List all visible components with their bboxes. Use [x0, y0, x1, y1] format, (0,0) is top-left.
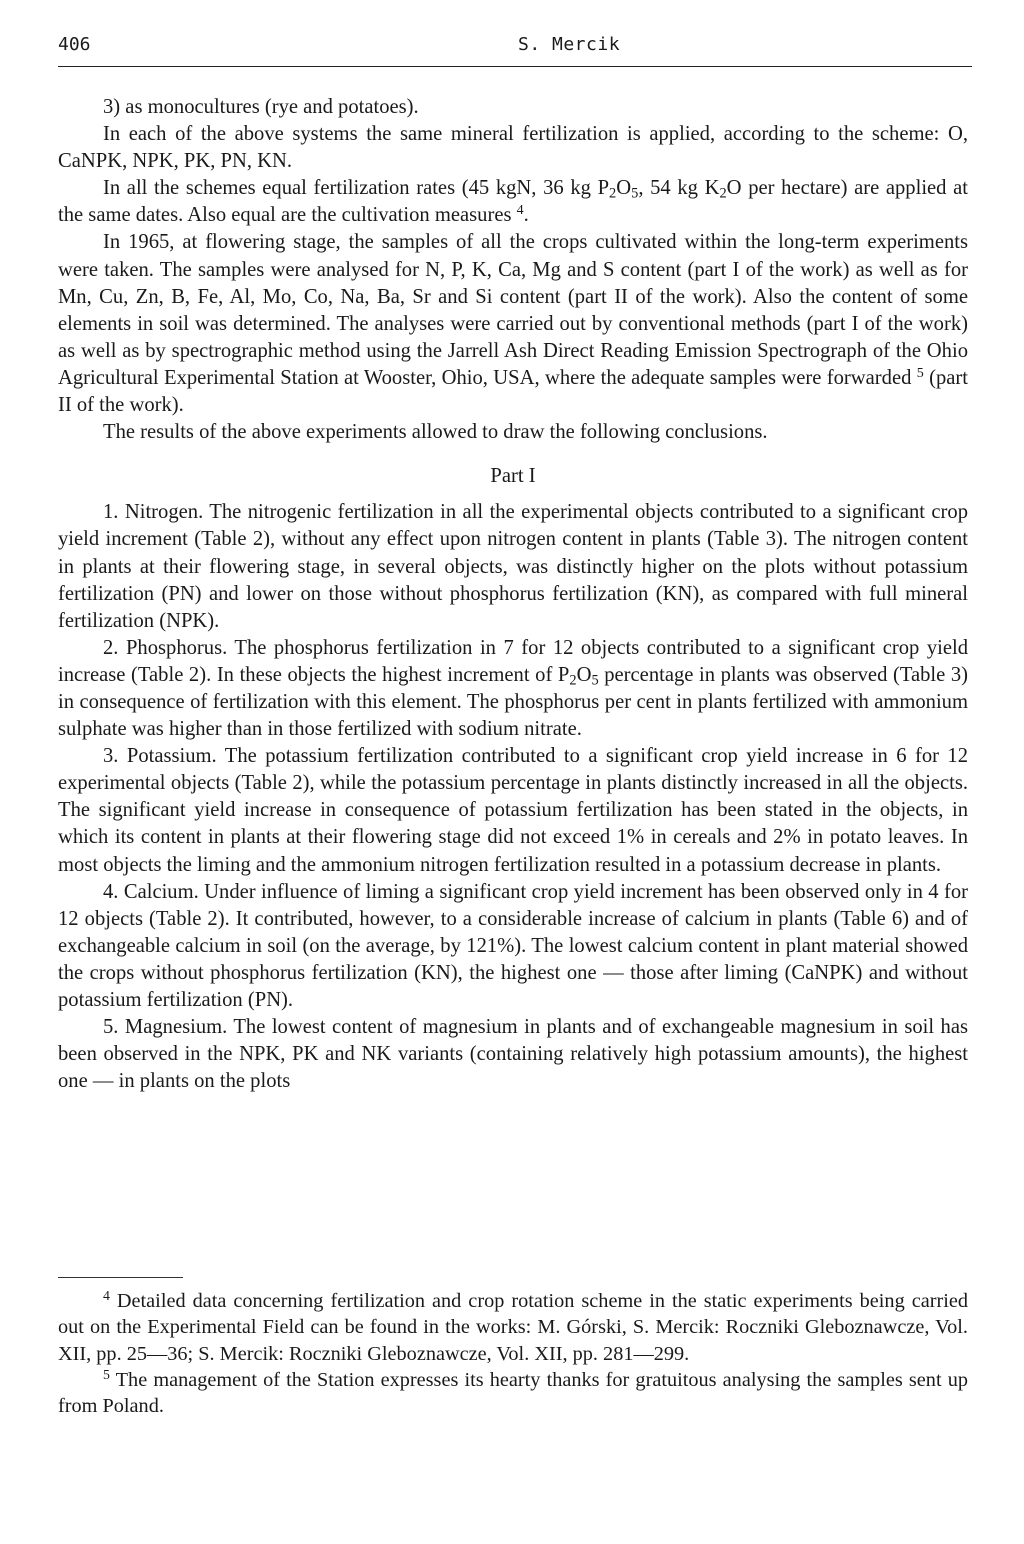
paragraph: In all the schemes equal fertilization rates (45 kgN, 36 kg $P_2O_5$, 54 kg $K_2O$ per hectare) are applied at the same dates. Also equal are the cultivation measures $^4$. — [58, 177, 968, 227]
footnote: $^4$ Detailed data concerning fertilization and crop rotation scheme in the static experiments being carried out on the Experimental Field can be found in the works: M. Górski, S. Mercik: Roczniki Gleboznawcze, Vol. XII, pp. 25—36; S. Mercik: Roczniki Gleboznawcze, Vol. XII, pp. 281—299. — [58, 1288, 968, 1365]
footnote-mark: 5 — [103, 1367, 110, 1382]
page-header — [58, 30, 972, 67]
paragraph: 2. Phosphorus. The phosphorus fertilization in 7 for 12 objects contributed to a significant crop yield increase (Table 2). In these objects the highest increment of $P_2O_5$ percentage in plants was observed (Table 3) in consequence of fertilization with this element. The phosphorus per cent in plants fertilized with ammonium sulphate was higher than in those fertilized with sodium nitrate. — [58, 636, 968, 741]
footnote-ref: 5 — [916, 365, 924, 381]
paragraph: 3. Potassium. The potassium fertilization contributed to a significant crop yield increase in 6 for 12 experimental objects (Table 2), while the potassium percentage in plants distinctly increased in all the objects. The significant yield increase in consequence of potassium fertilization has been stated in the objects, in which its content in plants at their flowering stage did not exceed 1% in cereals and 2% in potato leaves. In most objects the liming and the ammonium nitrogen fertilization resulted in a potassium decrease in plants. — [58, 745, 968, 876]
running-head: S. Mercik — [518, 34, 621, 55]
footnotes — [58, 1288, 968, 1419]
paragraph: 5. Magnesium. The lowest content of magnesium in plants and of exchangeable magnesium in soil has been observed in the NPK, PK and NK variants (containing relatively high potassium amounts), the highest one — in plants on the plots — [58, 1016, 968, 1093]
paragraph: In each of the above systems the same mineral fertilization is applied, according to the scheme: O, CaNPK, NPK, PK, PN, KN. — [58, 123, 968, 173]
footnote-ref: 4 — [516, 203, 524, 219]
section-heading: Part I — [490, 465, 536, 488]
paragraph: 3) as monocultures (rye and potatoes). — [103, 96, 419, 118]
page-number: 406 — [58, 34, 91, 55]
paragraph: The results of the above experiments allowed to draw the following conclusions. — [103, 421, 768, 444]
paragraph: In 1965, at flowering stage, the samples of all the crops cultivated within the long-term experiments were taken. The samples were analysed for N, P, K, Ca, Mg and S content (part I of the work) as well as for Mn, Cu, Zn, B, Fe, Al, Mo, Co, Na, Ba, Sr and Si content (part II of the work). Also the content of some elements in soil was determined. The analyses were carried out by conventional methods (part I of the work) as well as by spectrographic method using the Jarrell Ash Direct Reading Emission Spectrograph of the Ohio Agricultural Experimental Station at Wooster, Ohio, USA, where the adequate samples were forwarded $^5$ (part II of the work). — [58, 231, 968, 417]
footnote: $^5$ The management of the Station expresses its hearty thanks for gratuitous analysing the samples sent up from Poland. — [58, 1367, 968, 1418]
paragraph: 1. Nitrogen. The nitrogenic fertilization in all the experimental objects contributed to a significant crop yield increment (Table 2), without any effect upon nitrogen content in plants (Table 3). The nitrogen content in plants at their flowering stage, in several objects, was distinctly higher on the plots without potassium fertilization (PN) and lower on those without phosphorus fertilization (KN), as compared with full mineral fertilization (NPK). — [58, 501, 968, 632]
footnote-mark: 4 — [103, 1288, 110, 1304]
paragraph: 4. Calcium. Under influence of liming a significant crop yield increment has been observed only in 4 for 12 objects (Table 2). It contributed, however, to a considerable increase of calcium in plants (Table 6) and of exchangeable calcium in soil (on the average, by 121%). The lowest calcium content in plant material showed the crops without phosphorus fertilization (KN), the highest one — those after liming (CaNPK) and without potassium fertilization (PN). — [58, 880, 968, 1011]
footnote-divider — [58, 1277, 183, 1278]
main-text — [58, 94, 968, 1095]
